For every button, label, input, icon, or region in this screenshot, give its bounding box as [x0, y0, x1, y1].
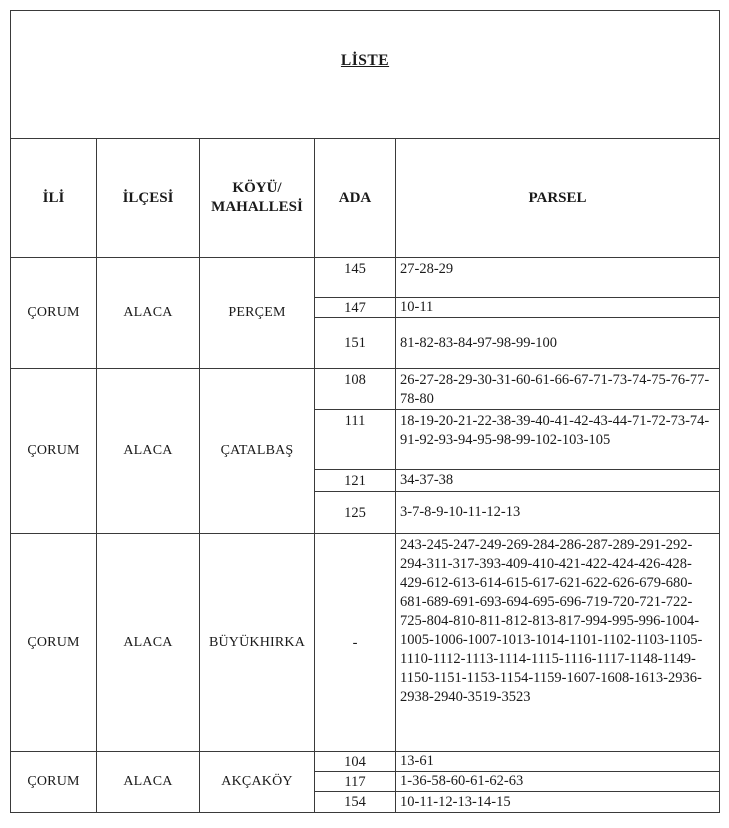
ilce-cell: ALACA: [97, 369, 200, 534]
ada-cell: 108: [315, 369, 396, 410]
ada-cell: 125: [315, 492, 396, 534]
table-row: [11, 369, 720, 410]
parsel-cell: 27-28-29: [396, 258, 720, 298]
table-row: [11, 752, 720, 772]
header-row: [11, 139, 720, 258]
ada-cell: 121: [315, 470, 396, 492]
koy-cell: AKÇAKÖY: [200, 752, 315, 813]
parsel-cell: 13-61: [396, 752, 720, 772]
parsel-cell: 243-245-247-249-269-284-286-287-289-291-292-294-311-317-393-409-410-421-422-424-426-428-429-612-613-614-615-617-621-622-626-679-680-681-689-691-693-694-695-696-719-720-721-722-725-804-810-811-812-813-817-994-995-996-1004-1005-1006-1007-1013-1014-1101-1102-1103-1105-1110-1112-1113-1114-1115-1116-1117-1148-1149-1150-1151-1153-1154-1159-1607-1608-1613-2936-2938-2940-3519-3523: [396, 534, 720, 752]
ada-cell: -: [315, 534, 396, 752]
il-cell: ÇORUM: [11, 369, 97, 534]
header-koyu: [200, 139, 315, 258]
parsel-cell: 3-7-8-9-10-11-12-13: [396, 492, 720, 534]
ada-cell: 111: [315, 410, 396, 470]
parsel-cell: 18-19-20-21-22-38-39-40-41-42-43-44-71-72-73-74-91-92-93-94-95-98-99-102-103-105: [396, 410, 720, 470]
il-cell: ÇORUM: [11, 534, 97, 752]
header-koyu-line2: MAHALLESİ: [211, 199, 303, 215]
koy-cell: BÜYÜKHIRKA: [200, 534, 315, 752]
ada-cell: 117: [315, 772, 396, 792]
table-row: [11, 534, 720, 752]
parsel-cell: 26-27-28-29-30-31-60-61-66-67-71-73-74-75-76-77-78-80: [396, 369, 720, 410]
header-parsel: PARSEL: [396, 139, 720, 258]
ilce-cell: ALACA: [97, 534, 200, 752]
parsel-cell: 34-37-38: [396, 470, 720, 492]
title-row: [11, 11, 720, 139]
header-ilcesi: İLÇESİ: [97, 139, 200, 258]
ilce-cell: ALACA: [97, 258, 200, 369]
parsel-cell: 10-11: [396, 298, 720, 318]
ada-cell: 145: [315, 258, 396, 298]
ada-cell: 147: [315, 298, 396, 318]
ilce-cell: ALACA: [97, 752, 200, 813]
header-ada: ADA: [315, 139, 396, 258]
parsel-cell: 10-11-12-13-14-15: [396, 792, 720, 813]
koy-cell: PERÇEM: [200, 258, 315, 369]
page-title: LİSTE: [340, 51, 390, 69]
parsel-cell: 1-36-58-60-61-62-63: [396, 772, 720, 792]
ada-cell: 104: [315, 752, 396, 772]
il-cell: ÇORUM: [11, 258, 97, 369]
table-row: [11, 258, 720, 298]
ada-cell: 151: [315, 318, 396, 369]
ada-cell: 154: [315, 792, 396, 813]
header-ili: İLİ: [11, 139, 97, 258]
parcel-list-table: [10, 10, 720, 813]
parsel-cell: 81-82-83-84-97-98-99-100: [396, 318, 720, 369]
header-koyu-line1: KÖYÜ/: [232, 180, 282, 196]
title-cell: [11, 11, 720, 139]
il-cell: ÇORUM: [11, 752, 97, 813]
koy-cell: ÇATALBAŞ: [200, 369, 315, 534]
